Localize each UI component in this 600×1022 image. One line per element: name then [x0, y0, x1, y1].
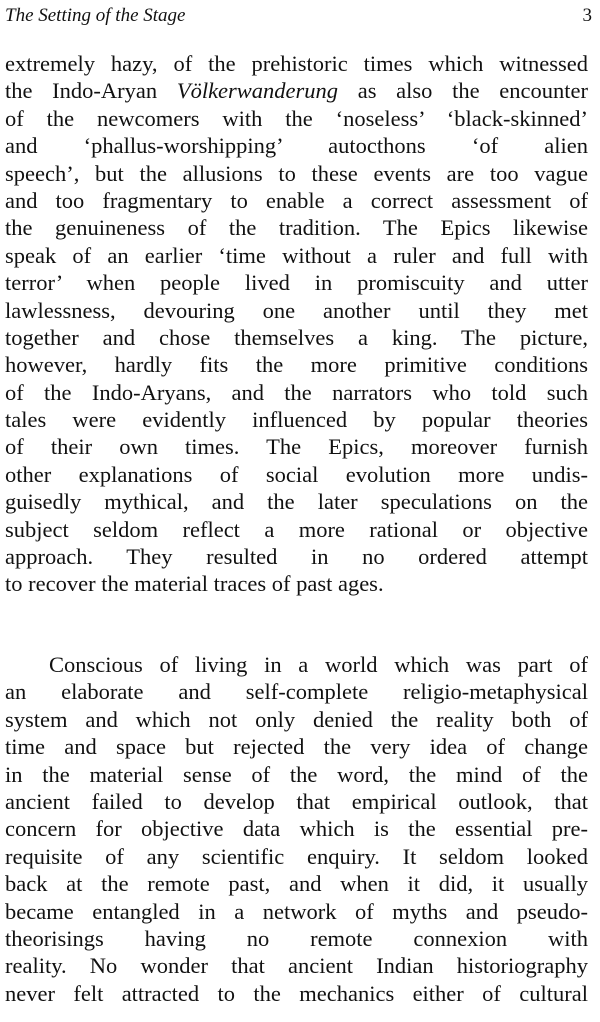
text-line: theorisings having no remote connexion with	[5, 925, 588, 951]
text-line: speak of an earlier ‘time without a ruler and full with	[5, 242, 588, 268]
text-line: and ‘phallus-worshipping’ autocthons ‘of alien	[5, 133, 588, 159]
text-line: system and which not only denied the reality both of	[5, 706, 588, 732]
text-line-pre: the Indo-Aryan	[5, 78, 177, 104]
text-line: subject seldom reflect a more rational or objective	[5, 516, 588, 542]
paragraph-2	[5, 651, 588, 1007]
text-line: reality. No wonder that ancient Indian historiography	[5, 953, 588, 979]
running-title: The Setting of the Stage	[5, 5, 186, 26]
text-line: ancient failed to develop that empirical outlook, that	[5, 788, 588, 814]
text-line: of their own times. The Epics, moreover furnish	[5, 434, 588, 460]
text-line: tales were evidently influenced by popular theories	[5, 407, 588, 433]
text-line: other explanations of social evolution more undis-	[5, 461, 588, 487]
text-line: back at the remote past, and when it did, it usually	[5, 871, 588, 897]
page-number: 3	[582, 5, 592, 26]
text-line: extremely hazy, of the prehistoric times which witnessed	[5, 51, 588, 76]
text-line: an elaborate and self-complete religio-metaphysical	[5, 679, 588, 705]
text-line: of the newcomers with the ‘noseless’ ‘black-skinned’	[5, 105, 588, 131]
text-line	[5, 77, 588, 104]
italic-term: Völkerwanderung	[176, 78, 339, 104]
text-line: requisite of any scientific enquiry. It seldom looked	[5, 843, 588, 869]
text-line: terror’ when people lived in promiscuity and utter	[5, 270, 588, 296]
paragraph-1	[5, 50, 588, 598]
text-line: concern for objective data which is the essential pre-	[5, 816, 588, 842]
text-line: became entangled in a network of myths and pseudo-	[5, 898, 588, 924]
text-line: however, hardly fits the more primitive conditions	[5, 352, 588, 378]
text-line: to recover the material traces of past ages.	[5, 571, 384, 597]
text-line: of the Indo-Aryans, and the narrators who told such	[5, 379, 588, 405]
text-line: never felt attracted to the mechanics either of cultural	[5, 980, 588, 1006]
text-line: speech’, but the allusions to these events are too vague	[5, 160, 588, 186]
text-line: time and space but rejected the very idea of change	[5, 734, 588, 760]
text-line: lawlessness, devouring one another until they met	[5, 297, 588, 323]
text-line: approach. They resulted in no ordered attempt	[5, 544, 588, 570]
text-line-post: as also the encounter	[338, 78, 588, 104]
text-line: in the material sense of the word, the mind of the	[5, 761, 588, 787]
text-line: together and chose themselves a king. The picture,	[5, 324, 588, 350]
text-line: Conscious of living in a world which was part of	[49, 652, 588, 677]
text-line: guisedly mythical, and the later speculations on the	[5, 489, 588, 515]
text-line: the genuineness of the tradition. The Epics likewise	[5, 215, 588, 241]
text-line: and too fragmentary to enable a correct assessment of	[5, 187, 588, 213]
running-header	[5, 4, 592, 28]
